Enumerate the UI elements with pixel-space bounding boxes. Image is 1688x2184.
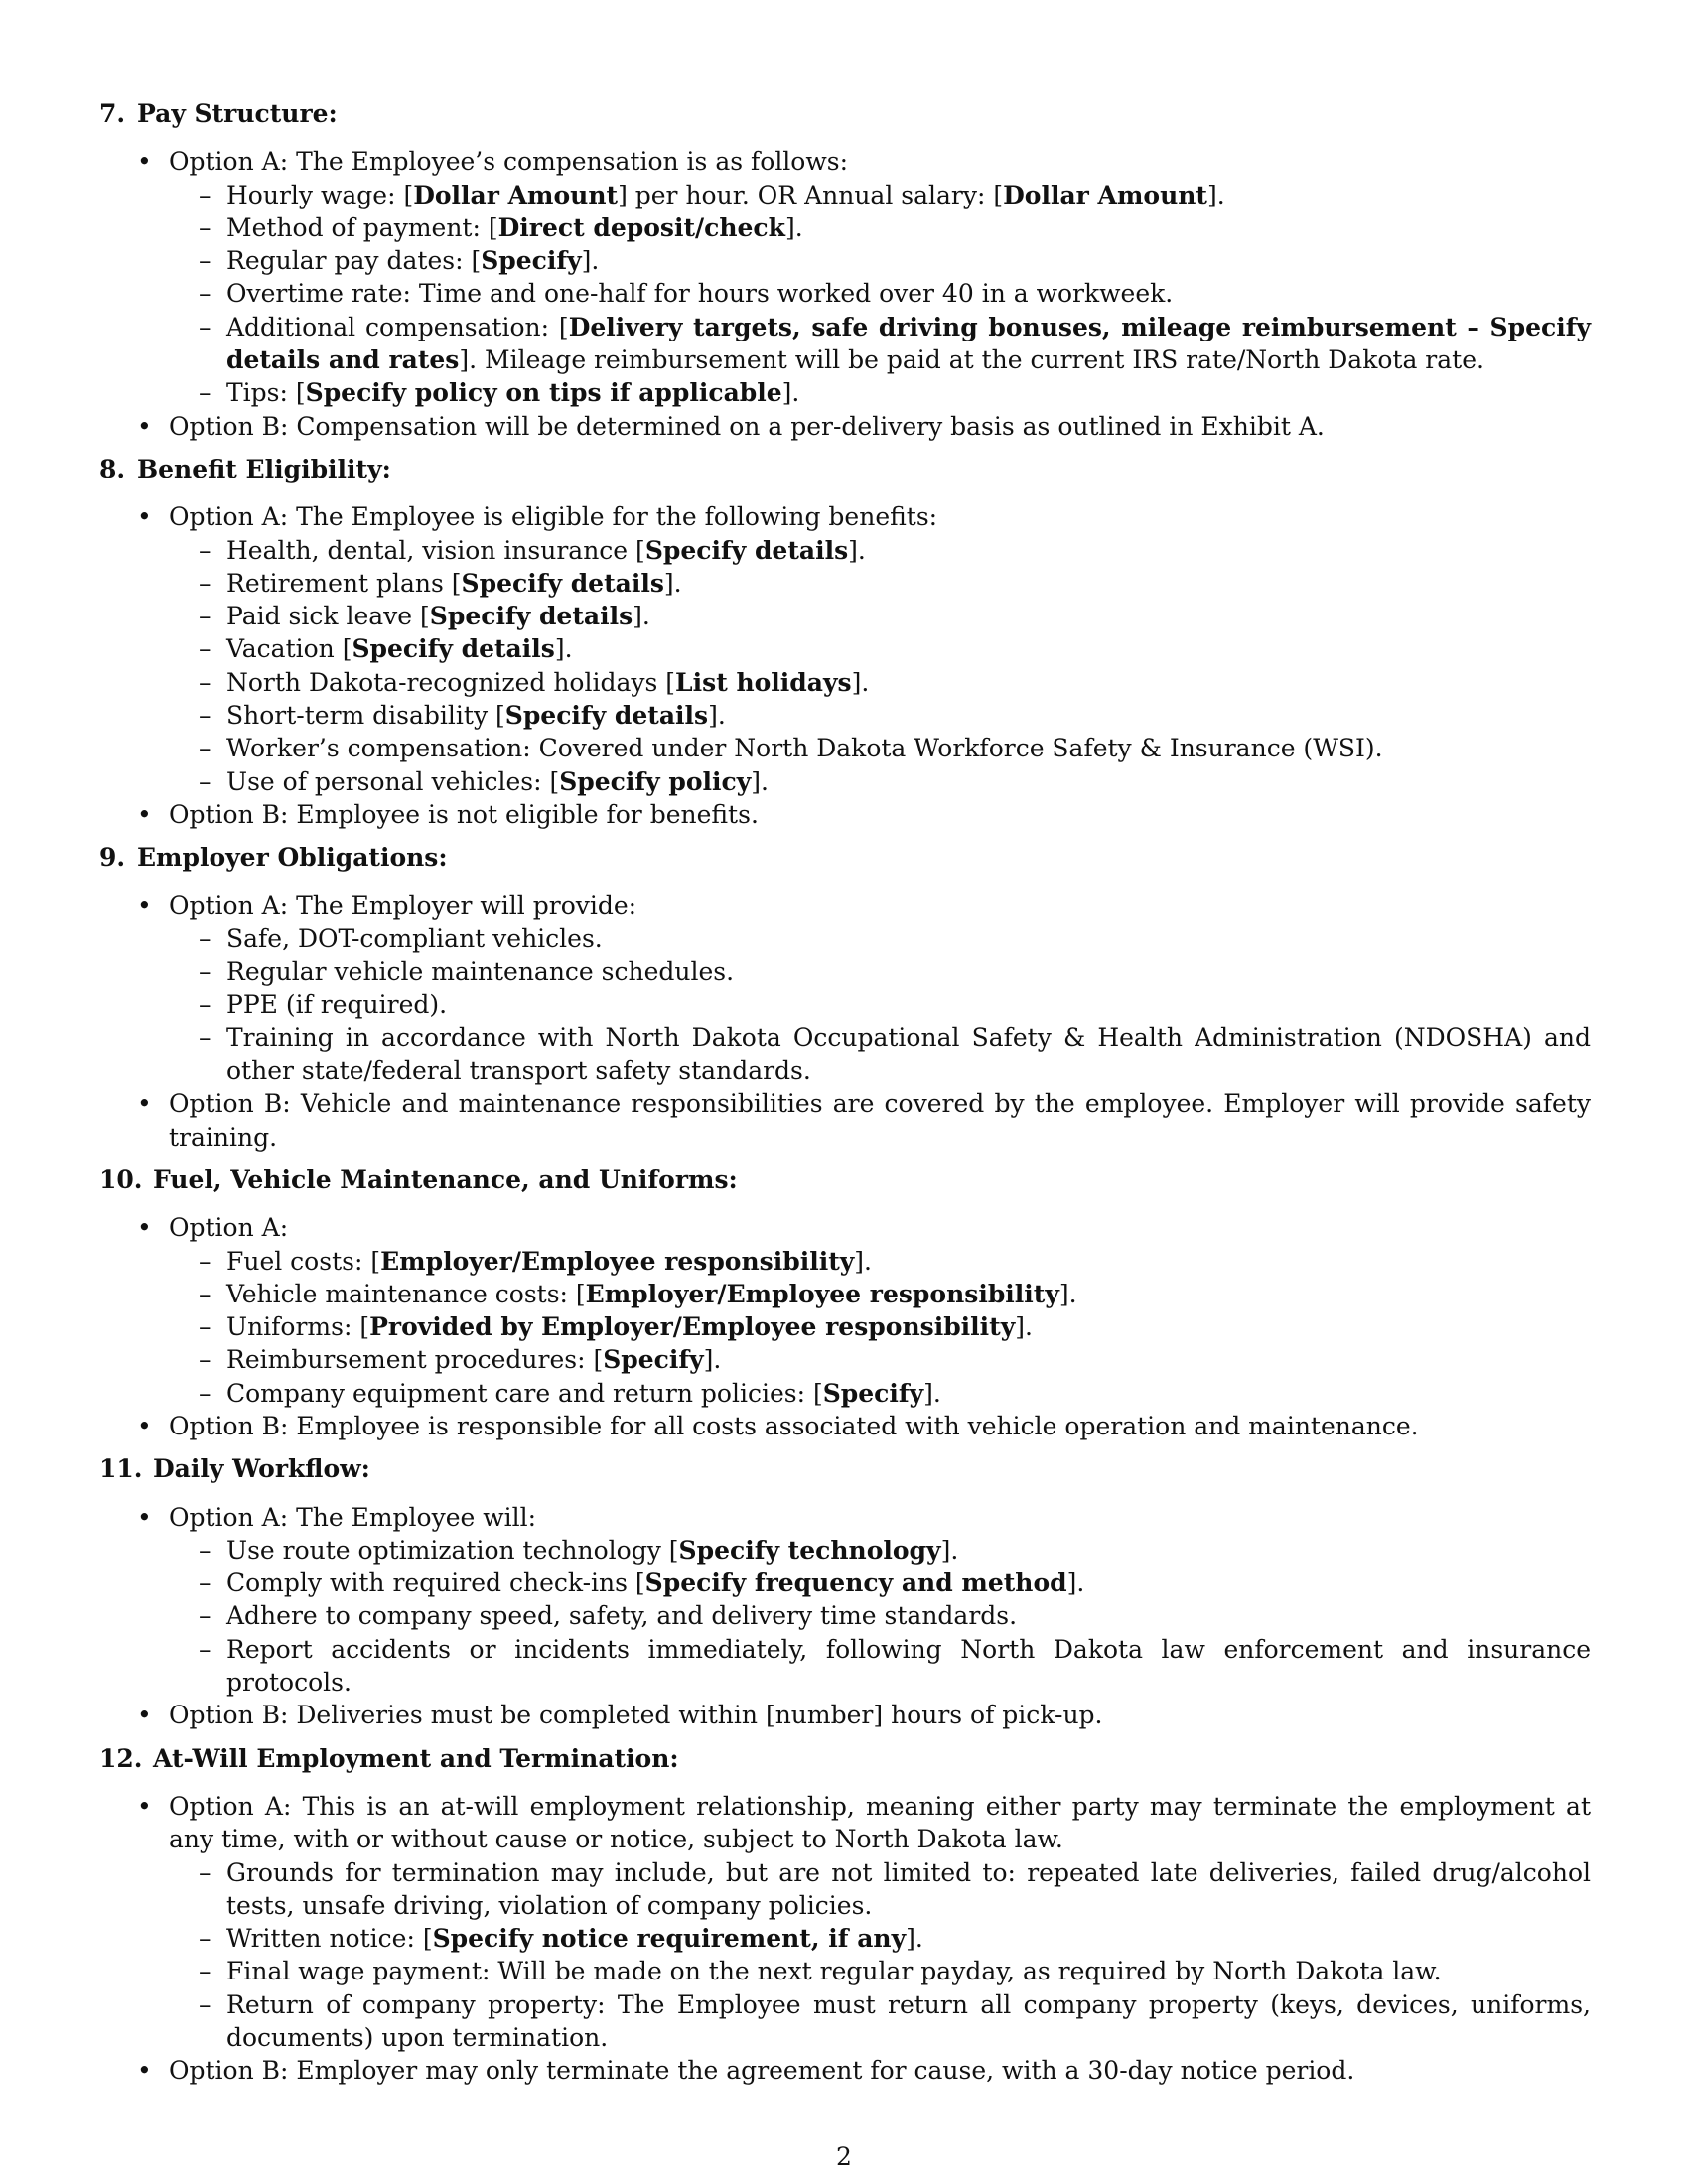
list-item	[169, 732, 1591, 764]
item-text: Overtime rate: Time and one-half for hours worked over 40 in a workweek.	[226, 279, 1174, 309]
item-text: ].	[784, 212, 803, 242]
item-text: ].	[708, 701, 726, 731]
list-item	[169, 765, 1591, 798]
section-9	[99, 841, 1591, 1154]
option-b	[99, 410, 1591, 443]
sub-item-list	[169, 534, 1591, 798]
placeholder-field: Dollar Amount	[1003, 180, 1207, 209]
item-text: Safe, DOT-compliant vehicles.	[226, 923, 603, 953]
list-item	[169, 376, 1591, 409]
item-text: Short-term disability [	[226, 701, 505, 731]
list-item	[169, 1599, 1591, 1632]
document-body	[99, 97, 1591, 2098]
item-text: ].	[633, 602, 650, 631]
item-text: Use route optimization technology [	[226, 1535, 679, 1565]
section-12	[99, 1742, 1591, 2088]
list-item	[169, 1377, 1591, 1410]
section-title: At-Will Employment and Termination:	[153, 1743, 679, 1773]
list-item	[169, 1310, 1591, 1343]
option-b-text: Option B: Deliveries must be completed within [number] hours of pick-up.	[169, 1701, 1103, 1730]
item-text: ].	[1058, 1279, 1077, 1308]
item-text: ].	[848, 535, 866, 565]
list-item	[169, 1955, 1591, 1987]
item-text: Uniforms: [	[226, 1312, 370, 1342]
placeholder-field: Specify details	[644, 535, 849, 565]
item-text: PPE (if required).	[226, 990, 448, 1020]
list-item	[169, 179, 1591, 211]
placeholder-field: Direct deposit/check	[497, 212, 785, 242]
placeholder-field: Specify details	[461, 568, 664, 598]
list-item	[169, 1856, 1591, 1923]
item-text: Regular vehicle maintenance schedules.	[226, 957, 735, 987]
placeholder-field: Specify details	[504, 701, 709, 731]
item-text: Written notice: [	[226, 1924, 433, 1954]
option-a	[99, 1790, 1591, 2054]
section-number: 11.	[99, 1454, 143, 1484]
placeholder-field: Dollar Amount	[413, 180, 619, 209]
section-heading	[99, 97, 1591, 130]
item-text: ].	[781, 378, 800, 408]
section-title: Employer Obligations:	[137, 843, 448, 873]
list-item	[169, 1633, 1591, 1700]
option-a-text: Option A: The Employee will:	[169, 1502, 537, 1532]
item-text: ] per hour. OR Annual salary: [	[618, 180, 1004, 209]
placeholder-field: Specify	[822, 1378, 924, 1408]
list-item	[169, 311, 1591, 377]
placeholder-field: Specify	[603, 1345, 704, 1375]
list-item	[169, 1567, 1591, 1599]
item-text: Training in accordance with North Dakota Occupational Safety & Health Administration (NDOSHA) and other state/federal transport safety standards.	[226, 1023, 1591, 1086]
item-text: Method of payment: [	[226, 212, 498, 242]
list-item	[169, 1343, 1591, 1376]
item-text: ].	[906, 1924, 923, 1954]
option-b-text: Option B: Employee is responsible for all costs associated with vehicle operation and maintenance.	[169, 1411, 1419, 1440]
list-item	[169, 1988, 1591, 2055]
placeholder-field: Specify details	[429, 602, 633, 631]
placeholder-field: List holidays	[675, 667, 852, 697]
section-heading	[99, 1742, 1591, 1775]
option-list	[99, 889, 1591, 1154]
item-text: ].	[751, 766, 769, 796]
option-a-text: Option A: The Employer will provide:	[169, 890, 637, 920]
item-text: ].	[663, 568, 682, 598]
option-list	[99, 1790, 1591, 2088]
section-title: Daily Workflow:	[153, 1454, 370, 1484]
item-text: Adhere to company speed, safety, and delivery time standards.	[226, 1601, 1018, 1631]
list-item	[169, 277, 1591, 310]
option-b-text: Option B: Compensation will be determined on a per-delivery basis as outlined in Exhibit A.	[169, 411, 1325, 441]
placeholder-field: Specify technology	[678, 1535, 941, 1565]
item-text: Hourly wage: [	[226, 180, 414, 209]
item-text: ]. Mileage reimbursement will be paid at the current IRS rate/North Dakota rate.	[459, 345, 1484, 375]
option-a-text: Option A:	[169, 1213, 289, 1243]
list-item	[169, 1922, 1591, 1955]
option-b-text: Option B: Employee is not eligible for benefits.	[169, 799, 759, 829]
item-text: Vacation [	[226, 634, 352, 664]
item-text: ].	[854, 1246, 872, 1276]
list-item	[169, 922, 1591, 955]
list-item	[169, 1022, 1591, 1088]
option-b	[99, 1087, 1591, 1154]
item-text: Comply with required check-ins [	[226, 1569, 645, 1598]
item-text: Retirement plans [	[226, 568, 462, 598]
list-item	[169, 567, 1591, 600]
item-text: Vehicle maintenance costs: [	[226, 1279, 586, 1308]
list-item	[169, 600, 1591, 632]
option-a-text: Option A: The Employee’s compensation is as follows:	[169, 147, 849, 177]
placeholder-field: Employer/Employee responsibility	[585, 1279, 1059, 1308]
option-list	[99, 1211, 1591, 1442]
placeholder-field: Specify frequency and method	[644, 1569, 1067, 1598]
list-item	[169, 211, 1591, 244]
section-title: Fuel, Vehicle Maintenance, and Uniforms:	[153, 1164, 738, 1194]
placeholder-field: Specify details	[352, 634, 555, 664]
item-text: ].	[1206, 180, 1225, 209]
sub-item-list	[169, 1534, 1591, 1699]
sub-item-list	[169, 922, 1591, 1087]
option-b	[99, 798, 1591, 831]
list-item	[169, 632, 1591, 665]
placeholder-field: Employer/Employee responsibility	[380, 1246, 855, 1276]
placeholder-field: Provided by Employer/Employee responsibility	[369, 1312, 1016, 1342]
item-text: ].	[703, 1345, 722, 1375]
section-11	[99, 1452, 1591, 1731]
option-a-text: Option A: The Employee is eligible for the following benefits:	[169, 502, 938, 532]
option-a	[99, 1501, 1591, 1700]
item-text: Tips: [	[226, 378, 306, 408]
section-number: 7.	[99, 99, 126, 128]
option-b-text: Option B: Employer may only terminate the agreement for cause, with a 30-day notice period.	[169, 2056, 1355, 2086]
section-title: Benefit Eligibility:	[137, 454, 391, 483]
list-item	[169, 244, 1591, 277]
section-heading	[99, 453, 1591, 485]
item-text: Reimbursement procedures: [	[226, 1345, 604, 1375]
item-text: ].	[940, 1535, 959, 1565]
list-item	[169, 955, 1591, 988]
item-text: Additional compensation: [	[226, 312, 569, 341]
item-text: Paid sick leave [	[226, 602, 430, 631]
item-text: Final wage payment: Will be made on the next regular payday, as required by North Dakota law.	[226, 1957, 1442, 1986]
option-a	[99, 500, 1591, 798]
item-text: Worker’s compensation: Covered under North Dakota Workforce Safety & Insurance (WSI).	[226, 734, 1383, 763]
option-list	[99, 1501, 1591, 1732]
item-text: Fuel costs: [	[226, 1246, 381, 1276]
sub-item-list	[169, 179, 1591, 410]
item-text: Use of personal vehicles: [	[226, 766, 560, 796]
item-text: ].	[851, 667, 870, 697]
section-heading	[99, 841, 1591, 874]
section-number: 8.	[99, 454, 126, 483]
option-a	[99, 1211, 1591, 1410]
item-text: Report accidents or incidents immediately, following North Dakota law enforcement and insurance protocols.	[226, 1634, 1591, 1698]
list-item	[169, 699, 1591, 732]
placeholder-field: Specify policy	[559, 766, 752, 796]
item-text: ].	[1066, 1569, 1085, 1598]
section-number: 10.	[99, 1164, 143, 1194]
option-b	[99, 2054, 1591, 2087]
item-text: ].	[923, 1378, 941, 1408]
list-item	[169, 1534, 1591, 1567]
list-item	[169, 666, 1591, 699]
section-7	[99, 97, 1591, 443]
item-text: ].	[1015, 1312, 1033, 1342]
sub-item-list	[169, 1245, 1591, 1410]
item-text: ].	[554, 634, 573, 664]
item-text: ].	[581, 246, 600, 276]
option-list	[99, 500, 1591, 831]
option-a	[99, 145, 1591, 409]
option-a	[99, 889, 1591, 1088]
option-b	[99, 1410, 1591, 1442]
list-item	[169, 988, 1591, 1021]
page-number: 2	[836, 2142, 852, 2171]
item-text: North Dakota-recognized holidays [	[226, 667, 676, 697]
section-heading	[99, 1452, 1591, 1485]
item-text: Grounds for termination may include, but are not limited to: repeated late deliveries, failed drug/alcohol tests, unsafe driving, violation of company policies.	[226, 1857, 1591, 1920]
section-number: 12.	[99, 1743, 143, 1773]
list-item	[169, 1278, 1591, 1310]
section-number: 9.	[99, 843, 126, 873]
item-text: Regular pay dates: [	[226, 246, 482, 276]
list-item	[169, 534, 1591, 567]
option-list	[99, 145, 1591, 443]
item-text: Company equipment care and return policies: [	[226, 1378, 823, 1408]
section-title: Pay Structure:	[137, 99, 338, 128]
option-a-text: Option A: This is an at-will employment relationship, meaning either party may terminate the employment at any time, with or without cause or notice, subject to North Dakota law.	[169, 1791, 1591, 1854]
placeholder-field: Specify	[481, 246, 582, 276]
section-8	[99, 453, 1591, 831]
section-10	[99, 1163, 1591, 1442]
item-text: Return of company property: The Employee must return all company property (keys, devices, uniforms, documents) upon termination.	[226, 1989, 1591, 2053]
option-b-text: Option B: Vehicle and maintenance responsibilities are covered by the employee. Employer will provide safety training.	[169, 1089, 1591, 1152]
placeholder-field: Delivery targets, safe driving bonuses, mileage reimbursement – Specify details and rates	[226, 312, 1591, 375]
option-b	[99, 1699, 1591, 1731]
sub-item-list	[169, 1856, 1591, 2055]
item-text: Health, dental, vision insurance [	[226, 535, 645, 565]
placeholder-field: Specify notice requirement, if any	[432, 1924, 907, 1954]
list-item	[169, 1245, 1591, 1278]
section-heading	[99, 1163, 1591, 1196]
placeholder-field: Specify policy on tips if applicable	[305, 378, 782, 408]
